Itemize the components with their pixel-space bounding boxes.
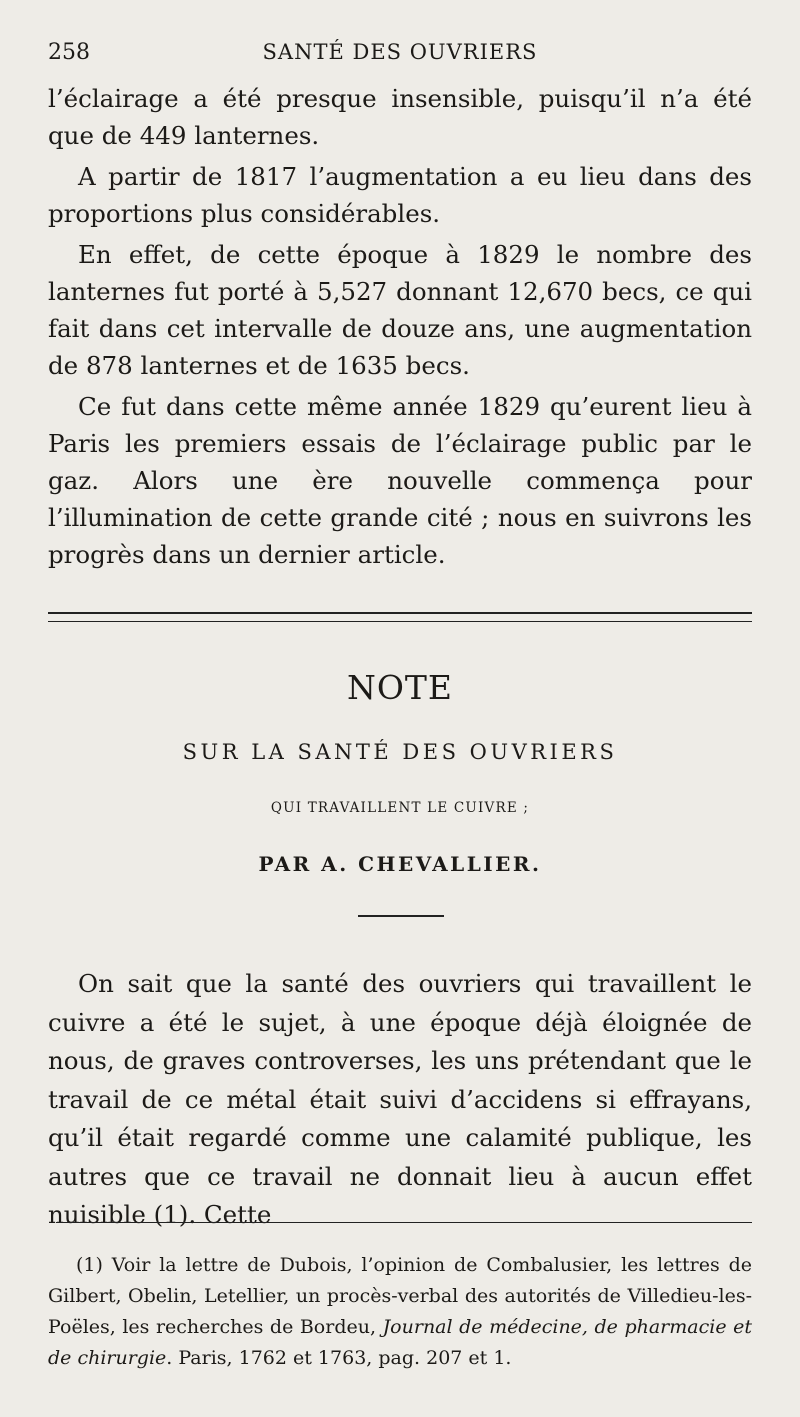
footnote-text-end: . Paris, 1762 et 1763, pag. 207 et 1. [166, 1347, 512, 1369]
note-title: NOTE [346, 668, 454, 707]
paragraph: En effet, de cette époque à 1829 le nombre des lanternes fut porté à 5,527 donnant 12,670 becs, ce qui fait dans cet intervalle de douze ans, une augmentation de 878 lanternes et de 1635 becs. [48, 240, 752, 380]
note-body [48, 965, 752, 1235]
footnote-divider [56, 1222, 752, 1223]
article-continuation [48, 80, 752, 573]
journal-title: Journal de médecine, de pharmacie et de chirurgie [48, 1316, 752, 1369]
note-author: PAR A. CHEVALLIER. [258, 852, 542, 876]
page-number: 258 [48, 40, 90, 65]
footnote [48, 1250, 752, 1374]
note-subtitle: SUR LA SANTÉ DES OUVRIERS [182, 740, 618, 764]
paragraph: Ce fut dans cette même année 1829 qu’eurent lieu à Paris les premiers essais de l’éclairage public par le gaz. Alors une ère nouvelle commença pour l’illumination de cette grande cité ; nous en suivrons les progrès dans un dernier article. [48, 392, 752, 569]
note-subsubtitle: QUI TRAVAILLENT LE CUIVRE ; [270, 800, 530, 816]
paragraph: l’éclairage a été presque insensible, puisqu’il n’a été que de 449 lanternes. [48, 84, 752, 150]
section-divider [48, 612, 752, 622]
paragraph: On sait que la santé des ouvriers qui travaillent le cuivre a été le sujet, à une époque déjà éloignée de nous, de graves controverses, les uns prétendant que le travail de ce métal était suivi d’accidens si effrayans, qu’il était regardé comme une calamité publique, les autres que ce travail ne donnait lieu à aucun effet nuisible (1). Cette [48, 969, 752, 1229]
footnote-text: (1) Voir la lettre de Dubois, l’opinion de Combalusier, les lettres de Gilbert, Obelin, Letellier, un procès-verbal des autorités de Villedieu-les-Poëles, les recherches de Bordeu, [48, 1254, 752, 1338]
page-header [48, 40, 752, 70]
running-head: SANTÉ DES OUVRIERS [262, 40, 538, 64]
title-rule [358, 915, 444, 917]
paragraph: A partir de 1817 l’augmentation a eu lieu dans des proportions plus considérables. [48, 162, 752, 228]
